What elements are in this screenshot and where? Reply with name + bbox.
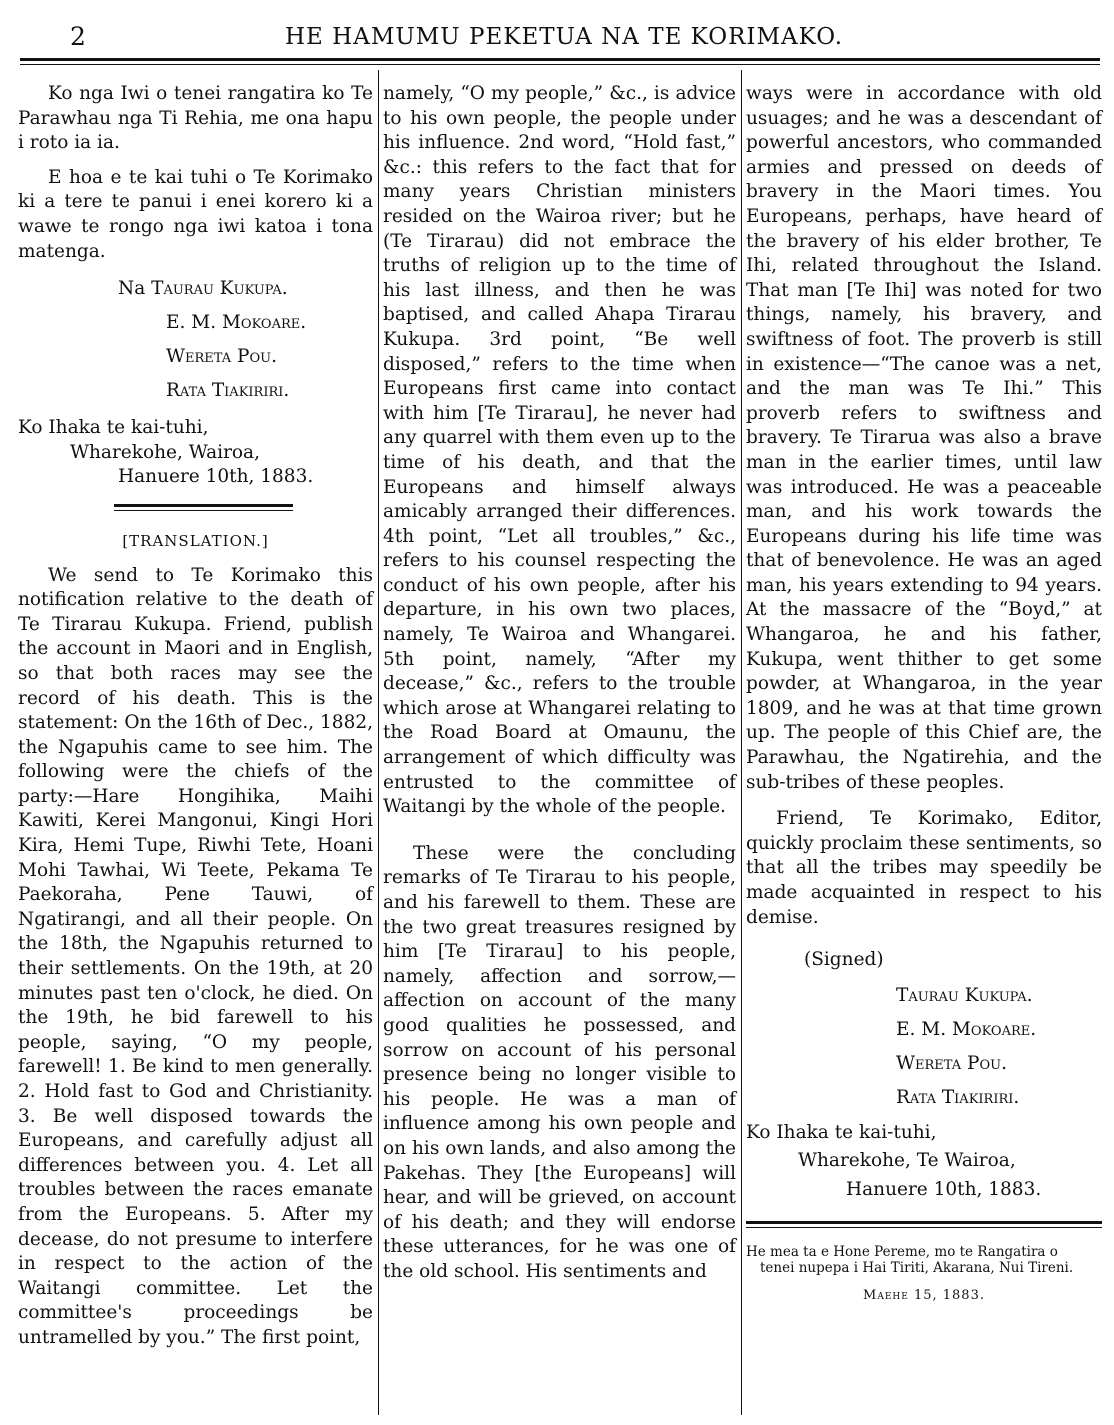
signatory-name: E. M. Mokoare.: [896, 1018, 1037, 1040]
signatory-name: Rata Tiakiriri.: [896, 1086, 1020, 1108]
writer-line: Ko Ihaka te kai-tuhi,: [746, 1121, 937, 1143]
column-middle: [383, 82, 736, 1285]
newspaper-title: HE HAMUMU PEKETUA NA TE KORIMAKO.: [285, 24, 844, 50]
signatory-name: Wereta Pou.: [896, 1052, 1007, 1074]
explanation-paragraph: namely, “O my people,” &c., is advice to his own people, the people under his influence. 2nd word, “Hold fast,” &c.: this refers to the fact that for many years Christian ministers resided on the Wairoa river; but he (Te Tirarau) did not embrace the truths of religion up to the time of his last illness, and then he was baptised, and called Ahapa Tirarau Kukupa. 3rd point, “Be well disposed,” refers to the time when Europeans first came into contact with him [Te Tirarau], he never had any quarrel with them even up to the time of his death, and that the Europeans and himself always amicably arranged their differences. 4th point, “Let all troubles,” &c., refers to his counsel respecting the conduct of his own people, after his departure, in his own two places, namely, Te Wairoa and Whangarei. 5th point, namely, “After my decease,” &c., refers to the trouble which arose at Whangarei relating to the Road Board at Omaunu, the arrangement of which difficulty was entrusted to the committee of Waitangi by the whole of the people.: [383, 83, 736, 818]
section-rule-thick: [114, 504, 293, 507]
column-left: [18, 82, 373, 1351]
page-number: 2: [70, 22, 86, 51]
signatory-name: Wereta Pou.: [166, 346, 277, 368]
column-divider-right: [741, 70, 742, 1415]
writer-line: Ko Ihaka te kai-tuhi,: [18, 417, 209, 439]
concluding-paragraph: These were the concluding remarks of Te Tirarau to his people, and his farewell to them. These are the two great treasures resigned by him [Te Tirarau] to his people, namely, affection and sorrow,—affection on account of the many good qualities he possessed, and sorrow on account of his personal presence being no longer visible to his people. He was a man of influence among his own people and on his own lands, and also among the Pakehas. They [the Europeans] will hear, and will be grieved, on account of his death; and they will endorse these utterances, for he was one of the old school. His sentiments and: [383, 842, 736, 1282]
imprint-line-2: tenei nupepa i Hai Tiriti, Akarana, Nui Tireni.: [760, 1259, 1074, 1276]
ancestry-paragraph: ways were in accordance with old usuages; and he was a descendant of powerful ancestors, who commanded armies and pressed on deeds of bravery in the Maori times. You Europeans, perhaps, have heard of the bravery of his elder brother, Te Ihi, related throughout the Island. That man [Te Ihi] was noted for two things, namely, his bravery, and swiftness of foot. The proverb is still in existence—“The canoe was a net, and the man was Te Ihi.” This proverb refers to swiftness and bravery. Te Tirarua was also a brave man in the earlier times, until law was introduced. He was a peaceable man, and his work towards the Europeans during his life time was that of benevolence. He was an aged man, his years extending to 94 years. At the massacre of the “Boyd,” at Whangaroa, he and his father, Kukupa, went thither to get some powder, at Whangaroa, in the year 1809, and he was at that time grown up. The people of this Chief are, the Parawhau, the Ngatirehia, and the sub-tribes of these peoples.: [746, 83, 1102, 793]
maori-paragraph-request: E hoa e te kai tuhi o Te Korimako ki a tere te panui i enei korero ki a wawe te rongo nga iwi katoa i tona matenga.: [18, 166, 373, 262]
english-signature-block: [746, 979, 1102, 1115]
page-header: [0, 18, 1114, 58]
column-right: [746, 82, 1102, 1308]
section-rule-thin: [114, 510, 293, 511]
column-divider-left: [378, 70, 379, 1415]
place-line: Wharekohe, Wairoa,: [70, 441, 260, 463]
signatory-name: Rata Tiakiriri.: [166, 380, 290, 402]
signatory-name: E. M. Mokoare.: [166, 312, 307, 334]
signatory-name: Taurau Kukupa.: [896, 984, 1033, 1006]
header-rule-thick: [20, 58, 1100, 61]
header-rule-thin: [20, 64, 1100, 65]
imprint-rule-thick: [746, 1221, 1102, 1224]
signatory-line: [18, 272, 373, 306]
maori-signature-block: [18, 272, 373, 408]
place-line: Wharekohe, Te Wairoa,: [798, 1150, 1016, 1172]
translation-paragraph: We send to Te Korimako this notification relative to the death of Te Tirarau Kukupa. Friend, publish the account in Maori and in English, so that both races may see the record of his death. This is the statement: On the 16th of Dec., 1882, the Ngapuhis came to see him. The following were the chiefs of the party:—Hare Hongihika, Maihi Kawiti, Kerei Mangonui, Kingi Hori Kira, Hemi Tupe, Riwhi Tete, Hoani Mohi Tawhai, Wi Teete, Pekama Te Paekoraha, Pene Tauwi, of Ngatirangi, and all their people. On the 18th, the Ngapuhis returned to their settlements. On the 19th, at 20 minutes past ten o'clock, he died. On the 19th, he bid farewell to his people, saying, “O my people, farewell! 1. Be kind to men generally. 2. Hold fast to God and Christianity. 3. Be well disposed towards the Europeans, and carefully adjust all differences between you. 4. Let all troubles between the races emanate from the Europeans. 5. After my decease, do not presume to interfere in respect to the action of the Waitangi committee. Let the committee's proceedings be untramelled by you.” The first point,: [18, 564, 373, 1348]
date-line: Hanuere 10th, 1883.: [118, 466, 314, 488]
sig-na: Na: [118, 278, 146, 300]
imprint-line-1: He mea ta e Hone Pereme, mo te Rangatira o: [746, 1243, 1058, 1260]
imprint-date: Maehe 15, 1883.: [863, 1287, 985, 1303]
signed-label: (Signed): [804, 949, 884, 971]
translation-heading: [TRANSLATION.]: [122, 531, 269, 550]
maori-paragraph-tribes: Ko nga Iwi o tenei rangatira ko Te Parawhau nga Ti Rehia, me ona hapu i roto ia ia.: [18, 83, 373, 154]
signatory-name: Taurau Kukupa.: [151, 278, 288, 300]
date-line: Hanuere 10th, 1883.: [846, 1178, 1042, 1200]
imprint-rule-thin: [746, 1227, 1102, 1228]
printer-imprint: [746, 1244, 1102, 1276]
editor-request-paragraph: Friend, Te Korimako, Editor, quickly proclaim these sentiments, so that all the tribes may speedily be made acquainted in respect to his demise.: [746, 808, 1102, 928]
